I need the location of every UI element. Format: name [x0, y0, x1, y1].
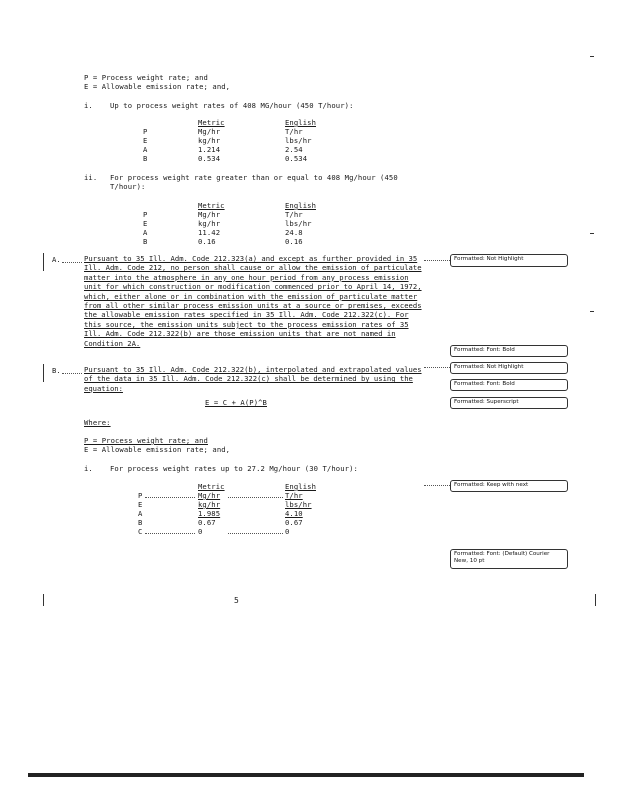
table-3-row-a-metric: 1.985	[198, 509, 221, 518]
table-2-header-metric: Metric	[198, 201, 225, 210]
table-2-row-a-label: A	[143, 228, 148, 237]
where-label: Where:	[84, 418, 111, 427]
table-2-row-e-metric: kg/hr	[198, 219, 221, 228]
def-e-bottom: E = Allowable emission rate; and,	[84, 445, 231, 454]
comment-not-highlight-1[interactable]: Formatted: Not Highlight	[450, 254, 568, 267]
section-i2-text: For process weight rates up to 27.2 Mg/hour (30 T/hour):	[110, 464, 358, 473]
comment-font-bold-2[interactable]: Formatted: Font: Bold	[450, 379, 568, 391]
margin-tick-mid-2	[590, 311, 594, 312]
table-3-leader-p	[145, 497, 195, 498]
section-ii-number: ii.	[84, 173, 98, 182]
table-2-row-p-label: P	[143, 210, 148, 219]
table-1-row-b-english: 0.534	[285, 154, 308, 163]
change-bar-a	[43, 253, 44, 271]
equation: E = C + A(P)^B	[205, 398, 267, 407]
table-2-row-b-metric: 0.16	[198, 237, 216, 246]
comment-connector-1	[424, 260, 450, 261]
comment-superscript[interactable]: Formatted: Superscript	[450, 397, 568, 409]
table-3-row-a-english: 4.10	[285, 509, 303, 518]
table-3-row-p-english: T/hr	[285, 491, 303, 500]
para-b-label: B.	[52, 366, 61, 375]
para-a-label: A.	[52, 255, 61, 264]
para-a-leader	[62, 262, 82, 263]
comment-keep-with-next[interactable]: Formatted: Keep with next	[450, 480, 568, 492]
change-bar-b	[43, 364, 44, 382]
para-b-text: Pursuant to 35 Ill. Adm. Code 212.322(b), interpolated and extrapolated values of the data in 35 Ill. Adm. Code 212.322(c) shall be determined by using the equation:	[84, 365, 422, 393]
table-3-row-a-label: A	[138, 509, 143, 518]
table-1-row-e-english: lbs/hr	[285, 136, 312, 145]
comment-font-bold-1[interactable]: Formatted: Font: Bold	[450, 345, 568, 357]
table-3-row-c-metric: 0	[198, 527, 203, 536]
page-number: 5	[234, 596, 239, 605]
table-1-row-a-label: A	[143, 145, 148, 154]
table-1-row-a-english: 2.54	[285, 145, 303, 154]
table-3-header-metric: Metric	[198, 482, 225, 491]
table-2-row-a-english: 24.8	[285, 228, 303, 237]
table-1-row-b-metric: 0.534	[198, 154, 221, 163]
def-p-bottom: P = Process weight rate; and	[84, 436, 208, 445]
table-1-header-english: English	[285, 118, 316, 127]
table-3-row-b-metric: 0.67	[198, 518, 216, 527]
scan-bottom-bar	[28, 773, 584, 777]
change-bar-footer	[43, 594, 44, 606]
section-i-text: Up to process weight rates of 408 MG/hour (450 T/hour):	[110, 101, 354, 110]
comment-connector-6	[424, 485, 450, 486]
table-1-row-a-metric: 1.214	[198, 145, 221, 154]
margin-tick-top	[590, 56, 594, 57]
table-2-header-english: English	[285, 201, 316, 210]
table-2-row-b-label: B	[143, 237, 148, 246]
def-p-top: P = Process weight rate; and	[84, 73, 208, 82]
table-2-row-p-metric: Mg/hr	[198, 210, 221, 219]
table-1-row-b-label: B	[143, 154, 148, 163]
table-3-row-e-english: lbs/hr	[285, 500, 312, 509]
table-1-row-p-english: T/hr	[285, 127, 303, 136]
table-3-row-c-english: 0	[285, 527, 290, 536]
comment-connector-3	[424, 367, 450, 368]
table-2-row-e-english: lbs/hr	[285, 219, 312, 228]
para-a-text: Pursuant to 35 Ill. Adm. Code 212.323(a) and except as further provided in 35 Ill. Adm. Code 212, no person shall cause or allow the emission of particulate matter into the atmosphere in any one hour period from any process emission unit for which construction or modification commenced prior to April 14, 1972, which, either alone or in combination with the emission of particulate matter from all other similar process emission units at a source or premises, exceeds the allowable emission rates specified in 35 Ill. Adm. Code 212.322(c). For this source, the emission units subject to the process emission rates of 35 Ill. Adm. Code 212.322(b) are those emission units that are not named in Condition 2A.	[84, 254, 422, 348]
para-b-leader	[62, 373, 82, 374]
table-3-header-english: English	[285, 482, 316, 491]
table-3-row-p-label: P	[138, 491, 143, 500]
table-3-leader-c-2	[228, 533, 283, 534]
table-3-row-p-metric: Mg/hr	[198, 491, 221, 500]
table-1-row-e-metric: kg/hr	[198, 136, 221, 145]
table-2-row-e-label: E	[143, 219, 148, 228]
table-1-row-e-label: E	[143, 136, 148, 145]
table-2-row-a-metric: 11.42	[198, 228, 221, 237]
section-i2-number: i.	[84, 464, 93, 473]
section-ii-line-2: T/hour):	[110, 182, 146, 191]
table-3-row-b-label: B	[138, 518, 143, 527]
comment-font-courier[interactable]: Formatted: Font: (Default) Courier New, 10 pt	[450, 549, 568, 569]
table-2-row-p-english: T/hr	[285, 210, 303, 219]
section-ii-line-1: For process weight rate greater than or equal to 408 Mg/hour (450	[110, 173, 398, 182]
section-i-number: i.	[84, 101, 93, 110]
table-3-leader-p-2	[228, 497, 283, 498]
table-1-row-p-metric: Mg/hr	[198, 127, 221, 136]
change-bar-footer-right	[595, 594, 596, 606]
table-1-header-metric: Metric	[198, 118, 225, 127]
margin-tick-mid	[590, 233, 594, 234]
table-3-leader-c	[145, 533, 195, 534]
def-e-top: E = Allowable emission rate; and,	[84, 82, 231, 91]
table-3-row-e-metric: kg/hr	[198, 500, 221, 509]
table-3-row-b-english: 0.67	[285, 518, 303, 527]
table-2-row-b-english: 0.16	[285, 237, 303, 246]
comment-not-highlight-2[interactable]: Formatted: Not Highlight	[450, 362, 568, 374]
table-1-row-p-label: P	[143, 127, 148, 136]
table-3-row-c-label: C	[138, 527, 143, 536]
table-3-row-e-label: E	[138, 500, 143, 509]
